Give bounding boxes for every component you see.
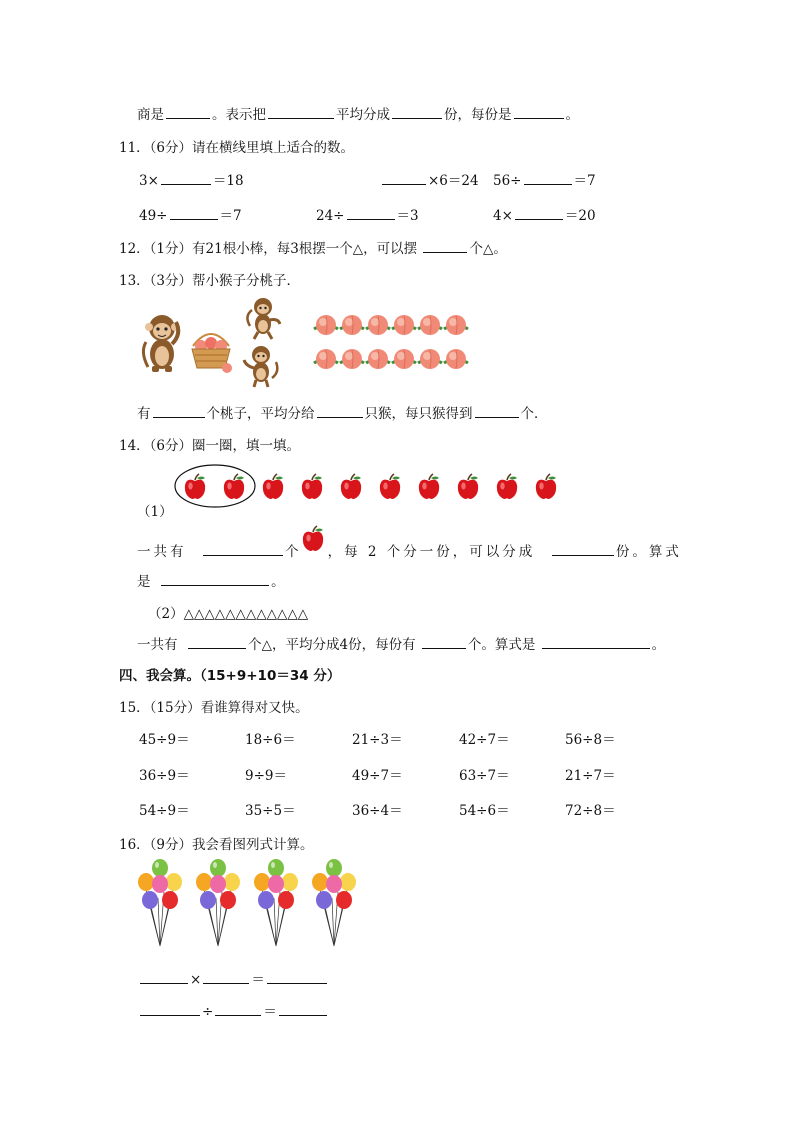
- answer-blank[interactable]: [382, 172, 426, 185]
- answer-blank[interactable]: [153, 405, 205, 418]
- answer-blank[interactable]: [140, 1003, 200, 1016]
- q14-title: 14．（6分）圈一圈，填一填。: [119, 438, 301, 454]
- q11-item: 49÷ ＝7: [139, 208, 242, 224]
- answer-blank[interactable]: [215, 1003, 261, 1016]
- q10-continuation-line: 商是 。表示把 平均分成 份，每份是 。: [137, 107, 579, 123]
- q14-part2-label: （2）△△△△△△△△△△△△: [148, 606, 309, 622]
- division-problem: 42÷7＝: [459, 732, 510, 748]
- peach-icon: [444, 349, 468, 369]
- division-problem: 56÷8＝: [565, 732, 616, 748]
- peach-icon: [392, 315, 416, 335]
- q16-title: 16．（9分）我会看图列式计算。: [119, 837, 314, 853]
- answer-blank[interactable]: [552, 543, 614, 556]
- peach-icon: [340, 315, 364, 335]
- answer-blank[interactable]: [170, 207, 218, 220]
- peach-icon: [314, 315, 338, 335]
- q11-title: 11．（6分）请在横线里填上适合的数。: [119, 140, 355, 156]
- q14-part1-label: （1）: [137, 504, 173, 520]
- division-problem: 35÷5＝: [245, 803, 296, 819]
- peach-icon: [366, 315, 390, 335]
- balloon-bunch-icon: [312, 859, 356, 946]
- monkey-icon: [138, 312, 186, 374]
- division-problem: 49÷7＝: [352, 768, 403, 784]
- answer-blank[interactable]: [267, 971, 327, 984]
- answer-blank[interactable]: [423, 240, 467, 253]
- answer-blank[interactable]: [161, 573, 269, 586]
- answer-blank[interactable]: [268, 106, 334, 119]
- answer-blank[interactable]: [140, 971, 188, 984]
- q11-item: 4× ＝20: [493, 208, 596, 224]
- answer-blank[interactable]: [347, 207, 395, 220]
- apple-icon: [497, 474, 517, 499]
- q13-answer-line: 有 个桃子，平均分给 只猴，每只猴得到 个．: [137, 406, 548, 422]
- q16-division-line: ÷ ＝: [138, 1000, 329, 1020]
- apple-icon: [380, 474, 400, 499]
- answer-blank[interactable]: [542, 636, 650, 649]
- balloon-group: [136, 858, 366, 954]
- apple-icon: [419, 474, 439, 499]
- peach-icon: [366, 349, 390, 369]
- apple-row: [172, 462, 564, 510]
- peach-icon: [340, 349, 364, 369]
- balloon-bunch-icon: [196, 859, 240, 946]
- division-problem: 21÷7＝: [565, 768, 616, 784]
- peach-grid: [310, 313, 475, 375]
- apple-icon: [300, 526, 326, 552]
- apple-icon: [341, 474, 361, 499]
- answer-blank[interactable]: [279, 1003, 327, 1016]
- answer-blank[interactable]: [203, 971, 249, 984]
- peach-icon: [392, 349, 416, 369]
- answer-blank[interactable]: [514, 106, 564, 119]
- division-problem: 72÷8＝: [565, 803, 616, 819]
- q14-part1-formula-line: 是 。: [137, 574, 285, 590]
- monkey-icon: [244, 296, 282, 340]
- apple-icon: [185, 474, 205, 499]
- division-problem: 36÷4＝: [352, 803, 403, 819]
- answer-blank[interactable]: [161, 172, 211, 185]
- answer-blank[interactable]: [317, 405, 363, 418]
- division-problem: 54÷9＝: [139, 803, 190, 819]
- monkey-icon: [242, 344, 280, 388]
- q12-line: 12．（1分）有21根小棒，每3根摆一个△，可以摆 个△。: [119, 241, 507, 257]
- q13-title: 13．（3分）帮小猴子分桃子．: [119, 273, 301, 289]
- apple-icon: [458, 474, 478, 499]
- apple-icon: [224, 474, 244, 499]
- balloon-bunch-icon: [138, 859, 182, 946]
- answer-blank[interactable]: [515, 207, 563, 220]
- division-problem: 9÷9＝: [245, 768, 287, 784]
- peach-icon: [418, 315, 442, 335]
- answer-blank[interactable]: [422, 636, 466, 649]
- q11-item: 3× ＝18: [139, 173, 244, 189]
- q11-item: 24÷ ＝3: [316, 208, 419, 224]
- answer-blank[interactable]: [203, 543, 283, 556]
- q11-item: ×6＝24: [380, 169, 479, 189]
- apple-icon: [302, 474, 322, 499]
- q11-item: 56÷ ＝7: [493, 173, 596, 189]
- answer-blank[interactable]: [475, 405, 519, 418]
- peach-icon: [418, 349, 442, 369]
- division-problem: 45÷9＝: [139, 732, 190, 748]
- division-problem: 63÷7＝: [459, 768, 510, 784]
- peach-basket-icon: [189, 328, 233, 374]
- answer-blank[interactable]: [392, 106, 442, 119]
- division-problem: 36÷9＝: [139, 768, 190, 784]
- answer-blank[interactable]: [166, 106, 210, 119]
- apple-icon: [536, 474, 556, 499]
- q14-part1-line: 一共有 个 ，每 2 个分一份，可以分成 份。算式: [137, 544, 682, 560]
- answer-blank[interactable]: [188, 636, 246, 649]
- division-problem: 54÷6＝: [459, 803, 510, 819]
- peach-icon: [314, 349, 338, 369]
- balloon-bunch-icon: [254, 859, 298, 946]
- apple-icon: [263, 474, 283, 499]
- q16-multiplication-line: × ＝: [138, 968, 329, 988]
- section-heading: 四、我会算。（15+9+10＝34 分）: [119, 668, 341, 684]
- q14-part2-line: 一共有 个△，平均分成4份，每份有 个。算式是 。: [137, 637, 666, 653]
- q15-title: 15．（15分）看谁算得对又快。: [119, 700, 309, 716]
- answer-blank[interactable]: [524, 172, 572, 185]
- division-problem: 18÷6＝: [245, 732, 296, 748]
- peach-icon: [444, 315, 468, 335]
- division-problem: 21÷3＝: [352, 732, 403, 748]
